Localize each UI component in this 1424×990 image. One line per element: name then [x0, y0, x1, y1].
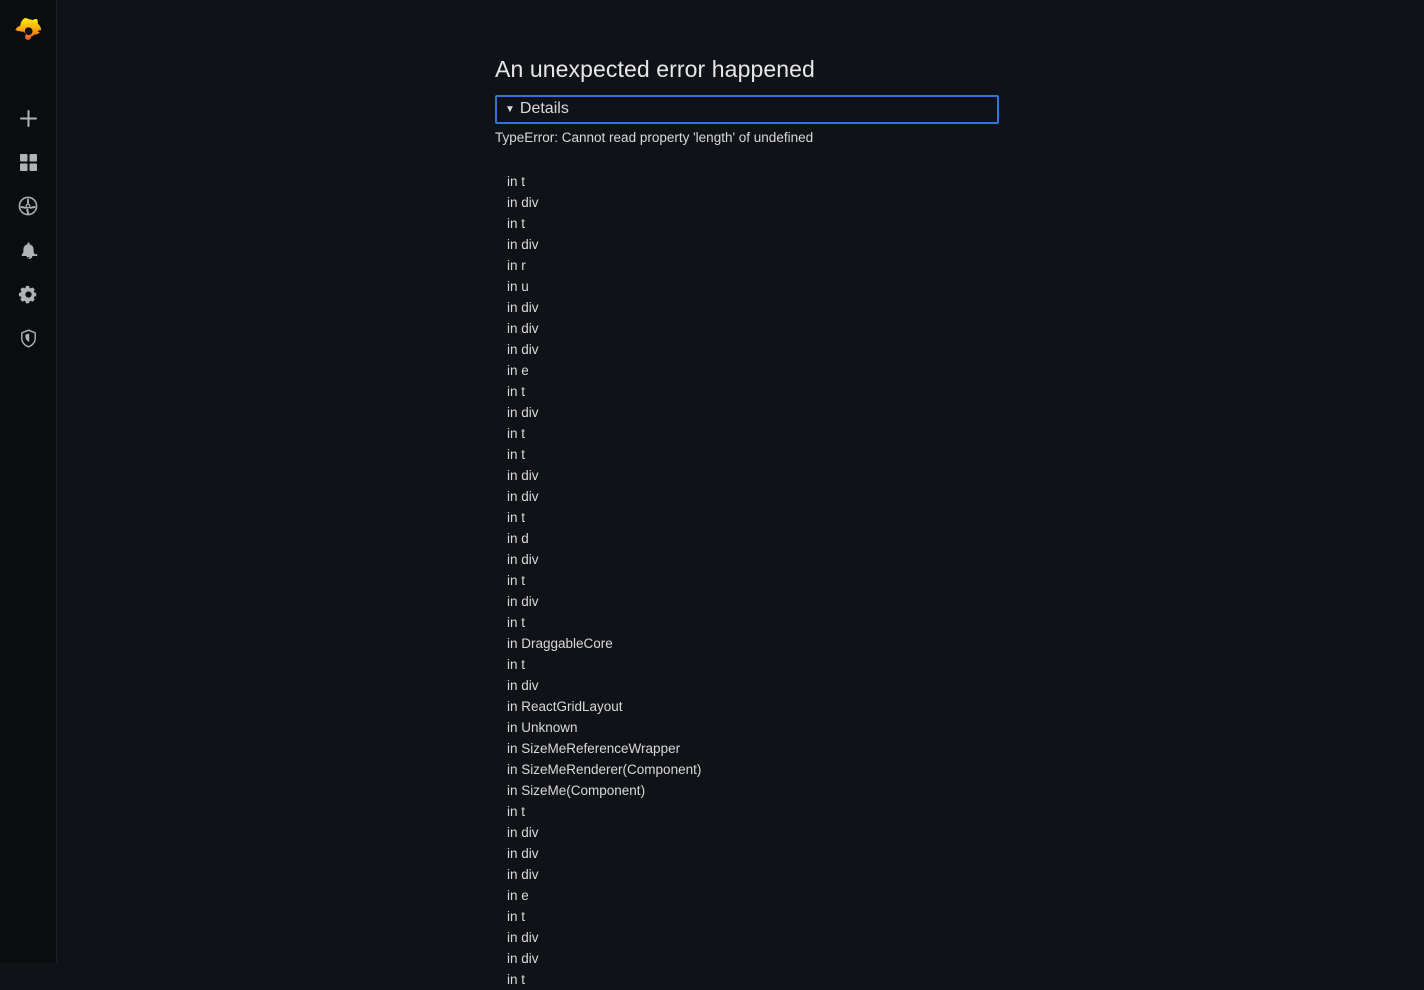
stack-trace-line: in Unknown — [507, 720, 578, 735]
stack-trace-line: in div — [507, 846, 539, 861]
stack-trace-line: in t — [507, 657, 526, 672]
stack-trace-line: in t — [507, 573, 526, 588]
stack-trace-line: in t — [507, 510, 526, 525]
stack-trace-line: in t — [507, 174, 526, 189]
grafana-logo[interactable] — [0, 8, 57, 56]
bell-icon — [19, 241, 38, 260]
sidebar-item-alerting[interactable] — [0, 228, 57, 272]
chevron-down-icon: ▼ — [505, 104, 515, 115]
page-title: An unexpected error happened — [495, 56, 815, 82]
stack-trace-line: in div — [507, 342, 539, 357]
dashboards-icon — [19, 153, 38, 172]
stack-trace-line: in t — [507, 426, 526, 441]
stack-trace-line: in div — [507, 552, 539, 567]
stack-trace-line: in t — [507, 384, 526, 399]
error-panel — [495, 0, 1055, 990]
stack-trace-line: in t — [507, 615, 526, 630]
stack-trace-line: in div — [507, 489, 539, 504]
sidebar-item-create[interactable] — [0, 96, 57, 140]
stack-trace-line: in t — [507, 447, 526, 462]
stack-trace-line: in t — [507, 216, 526, 231]
stack-trace-line: in SizeMeReferenceWrapper — [507, 741, 681, 756]
details-disclosure[interactable] — [495, 95, 999, 124]
stack-trace-line: in e — [507, 363, 529, 378]
stack-trace-line: in SizeMe(Component) — [507, 783, 646, 798]
stack-trace-line: in div — [507, 867, 539, 882]
stack-trace-line: in t — [507, 804, 526, 819]
stack-trace-line: in div — [507, 594, 539, 609]
stack-trace-line: in div — [507, 468, 539, 483]
stack-trace-line: in d — [507, 531, 529, 546]
stack-trace-line: in div — [507, 405, 539, 420]
stack-trace-line: in u — [507, 279, 529, 294]
stack-trace-line: in div — [507, 930, 539, 945]
stack-trace-line: in div — [507, 825, 539, 840]
stack-trace-line: in div — [507, 321, 539, 336]
stack-trace-line: in SizeMeRenderer(Component) — [507, 762, 702, 777]
stack-trace-line: in div — [507, 678, 539, 693]
stack-trace-line: in t — [507, 909, 526, 924]
gear-icon — [19, 285, 38, 304]
stack-trace-line: in div — [507, 300, 539, 315]
stack-trace-line: in ReactGridLayout — [507, 699, 623, 714]
stack-trace-line: in div — [507, 195, 539, 210]
plus-icon — [19, 109, 38, 128]
stack-trace-line: in div — [507, 951, 539, 966]
main-content — [57, 0, 1424, 987]
explore-compass-icon — [18, 196, 38, 216]
sidebar-item-dashboards[interactable] — [0, 140, 57, 184]
stack-trace-line: in DraggableCore — [507, 636, 613, 651]
stack-trace — [495, 171, 1055, 990]
sidebar — [0, 0, 57, 963]
sidebar-item-server-admin[interactable] — [0, 316, 57, 360]
stack-trace-line: in e — [507, 888, 529, 903]
sidebar-item-explore[interactable] — [0, 184, 57, 228]
stack-trace-line: in t — [507, 972, 526, 987]
shield-icon — [19, 329, 38, 348]
error-message: TypeError: Cannot read property 'length' of undefined — [495, 130, 814, 145]
stack-trace-line: in r — [507, 258, 526, 273]
sidebar-item-configuration[interactable] — [0, 272, 57, 316]
details-label: Details — [519, 100, 569, 117]
stack-trace-line: in div — [507, 237, 539, 252]
